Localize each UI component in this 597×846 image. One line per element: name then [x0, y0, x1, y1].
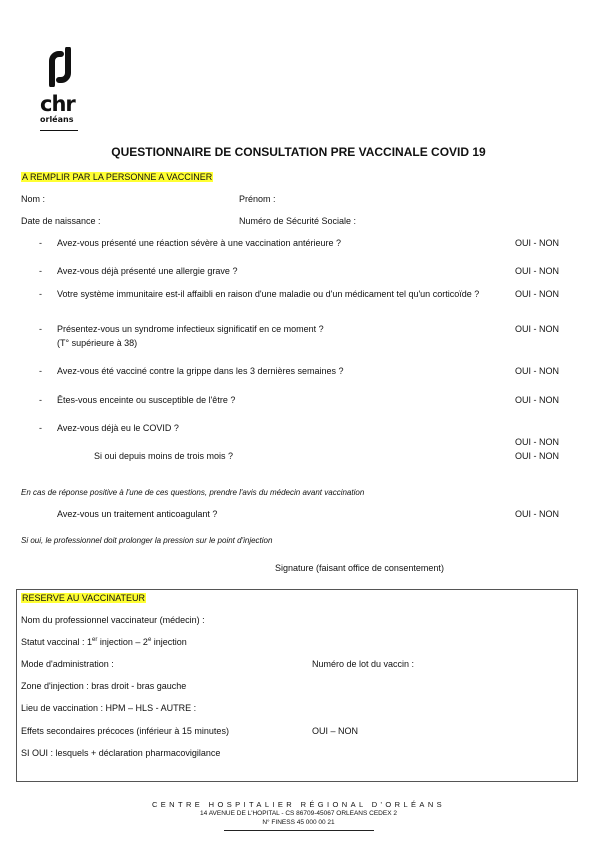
note-positive-answer: En cas de réponse positive à l'une de ces questions, prendre l'avis du médecin avant vaccination: [21, 488, 365, 497]
list-bullet: -: [39, 366, 42, 376]
numero-lot-label: Numéro de lot du vaccin :: [312, 659, 415, 669]
answer-5: OUI - NON: [515, 366, 559, 376]
answer-3: OUI - NON: [515, 289, 559, 299]
answer-2: OUI - NON: [515, 266, 559, 276]
list-bullet: -: [39, 289, 42, 299]
question-6: Êtes-vous enceinte ou susceptible de l'être ?: [57, 395, 236, 405]
question-7: Avez-vous déjà eu le COVID ?: [57, 423, 179, 433]
list-bullet: -: [39, 395, 42, 405]
answer-7: OUI - NON: [515, 437, 559, 447]
question-4: Présentez-vous un syndrome infectieux significatif en ce moment ?: [57, 324, 324, 334]
statut-sup-2: e: [147, 637, 152, 643]
signature-label: Signature (faisant office de consentement): [275, 563, 444, 573]
effets-secondaires-answer: OUI – NON: [312, 726, 359, 736]
note-anticoagulant: Si oui, le professionnel doit prolonger la pression sur le point d'injection: [21, 536, 273, 545]
logo-name: chr: [40, 92, 75, 116]
statut-middle: injection – 2: [97, 637, 148, 647]
answer-6: OUI - NON: [515, 395, 559, 405]
question-7-sub: Si oui depuis moins de trois mois ?: [94, 451, 234, 461]
list-bullet: -: [39, 238, 42, 248]
list-bullet: -: [39, 266, 42, 276]
footer-finess: N° FINESS 45 000 00 21: [262, 819, 335, 826]
statut-suffix: injection: [151, 637, 187, 647]
footer-hospital-name: CENTRE HOSPITALIER RÉGIONAL D'ORLÉANS: [151, 800, 446, 809]
nom-label: Nom :: [21, 194, 46, 204]
effets-secondaires-label: Effets secondaires précoces (inférieur à 15 minutes): [21, 726, 229, 736]
professionnel-label: Nom du professionnel vaccinateur (médecin) :: [21, 615, 205, 625]
patient-section-heading: [21, 172, 213, 182]
question-4-sub: (T° supérieure à 38): [57, 338, 138, 348]
answer-7-sub: OUI - NON: [515, 451, 559, 461]
answer-1: OUI - NON: [515, 238, 559, 248]
mode-administration-label: Mode d'administration :: [21, 659, 114, 669]
statut-vaccinal-label: [21, 637, 187, 647]
footer-divider: [224, 830, 374, 831]
prenom-label: Prénom :: [239, 194, 276, 204]
dob-label: Date de naissance :: [21, 216, 101, 226]
logo-city: orléans: [40, 115, 74, 124]
statut-prefix: Statut vaccinal : 1: [21, 637, 93, 647]
list-bullet: -: [39, 324, 42, 334]
secu-label: Numéro de Sécurité Sociale :: [239, 216, 357, 226]
zone-injection-label: Zone d'injection : bras droit - bras gauche: [21, 681, 187, 691]
vaccinateur-section-heading-text: RESERVE AU VACCINATEUR: [22, 593, 146, 603]
lieu-vaccination-label: Lieu de vaccination : HPM – HLS - AUTRE :: [21, 703, 197, 713]
question-anticoagulant: Avez-vous un traitement anticoagulant ?: [57, 509, 218, 519]
answer-anticoagulant: OUI - NON: [515, 509, 559, 519]
question-5: Avez-vous été vacciné contre la grippe dans les 3 dernières semaines ?: [57, 366, 344, 376]
statut-sup-1: er: [92, 637, 98, 643]
question-3: Votre système immunitaire est-il affaibli en raison d'une maladie ou d'un médicament tel qu'un corticoïde ?: [57, 289, 480, 299]
question-1: Avez-vous présenté une réaction sévère à une vaccination antérieure ?: [57, 238, 342, 248]
footer-address: 14 AVENUE DE L'HOPITAL - CS 86709-45067 ORLEANS CEDEX 2: [200, 810, 397, 817]
question-2: Avez-vous déjà présenté une allergie grave ?: [57, 266, 238, 276]
patient-section-heading-text: A REMPLIR PAR LA PERSONNE A VACCINER: [22, 172, 213, 182]
chr-logo-mark: [40, 47, 80, 87]
answer-4: OUI - NON: [515, 324, 559, 334]
vaccinateur-section-heading: [21, 593, 146, 603]
si-oui-label: SI OUI : lesquels + déclaration pharmacovigilance: [21, 748, 221, 758]
logo-divider: [40, 130, 78, 131]
list-bullet: -: [39, 423, 42, 433]
page-title: QUESTIONNAIRE DE CONSULTATION PRE VACCINALE COVID 19: [111, 145, 486, 159]
